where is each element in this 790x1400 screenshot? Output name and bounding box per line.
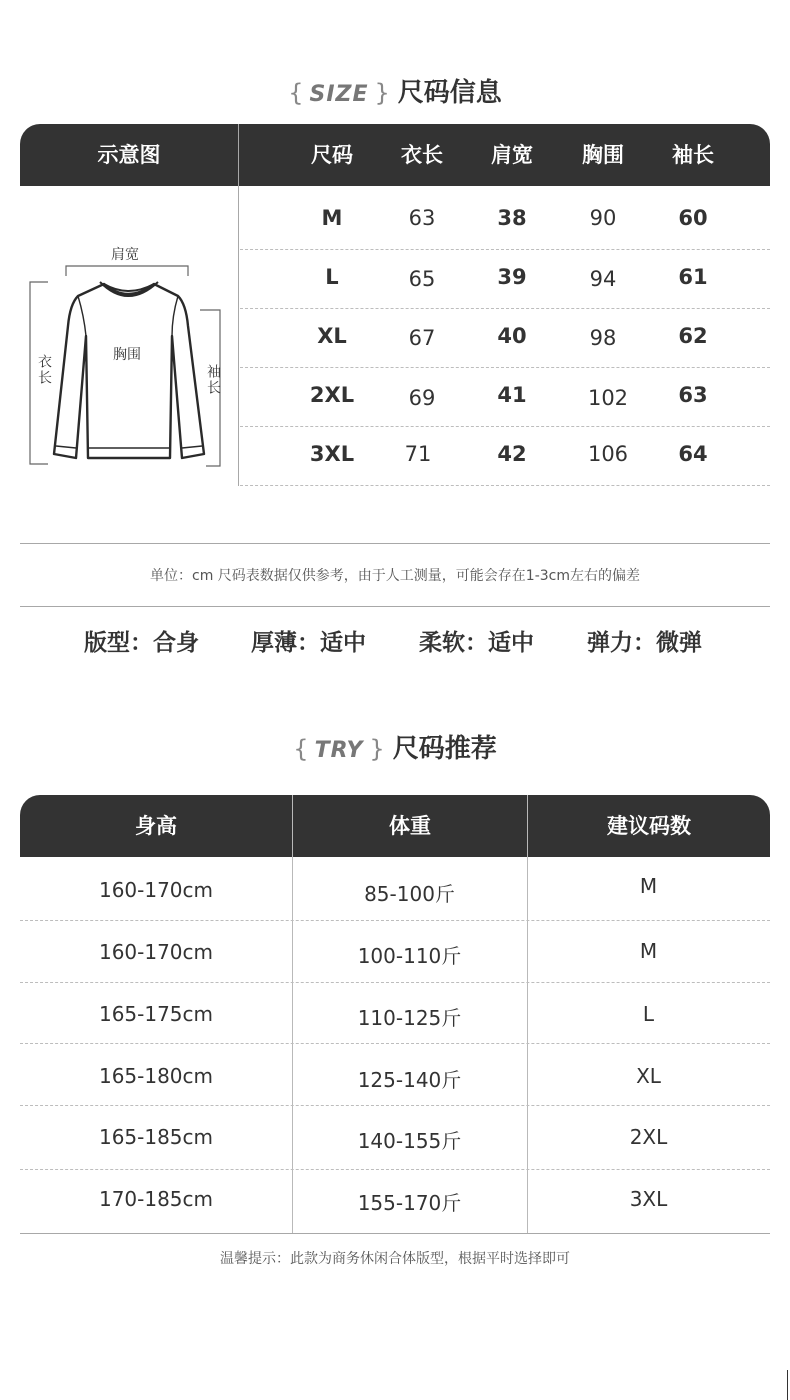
brace-close: } (374, 79, 390, 107)
size-section-title (0, 72, 790, 109)
header-height: 身高 (135, 814, 177, 838)
row-divider (240, 308, 770, 309)
row-divider (240, 249, 770, 250)
diagram-label-shoulder: 肩宽 (111, 247, 139, 263)
try-en-title: TRY (314, 738, 364, 763)
length-cell: 69 (408, 386, 436, 410)
header-diagram: 示意图 (97, 143, 161, 167)
weight-cell: 155-170斤 (357, 1191, 462, 1215)
property-fit: 版型：合身 (84, 630, 199, 656)
fabric-properties (0, 624, 790, 664)
row-divider (240, 426, 770, 427)
weight-cell: 85-100斤 (364, 882, 455, 906)
diagram-label-sleeve: 袖长 (205, 364, 221, 396)
height-cell: 160-170cm (98, 878, 214, 902)
header-length: 衣长 (401, 143, 443, 167)
property-elasticity: 弹力：微弹 (587, 630, 702, 656)
warm-tip: 温馨提示：此款为商务休闲合体版型，根据平时选择即可 (220, 1251, 570, 1267)
size-cell: L (642, 1002, 655, 1026)
sweater-diagram (20, 186, 238, 486)
size-cell: L (325, 265, 339, 289)
size-cell: XL (317, 324, 347, 348)
sleeve-cell: 62 (678, 324, 708, 348)
row-divider (20, 1105, 770, 1106)
length-cell: 67 (408, 326, 436, 350)
note-top-rule (20, 543, 770, 544)
shoulder-cell: 40 (497, 324, 527, 348)
row-divider (20, 1169, 770, 1170)
size-cell: XL (636, 1064, 661, 1088)
diagram-label-chest: 胸围 (113, 347, 141, 363)
size-en-title: SIZE (309, 82, 369, 107)
property-thickness: 厚薄：适中 (251, 630, 366, 656)
chest-cell: 98 (589, 326, 617, 350)
height-cell: 170-185cm (98, 1187, 214, 1211)
length-cell: 65 (408, 267, 436, 291)
property-softness: 柔软：适中 (419, 630, 534, 656)
size-cell: M (321, 206, 343, 230)
weight-cell: 125-140斤 (357, 1068, 462, 1092)
height-cell: 165-180cm (98, 1064, 214, 1088)
weight-cell: 100-110斤 (357, 944, 462, 968)
row-divider (20, 982, 770, 983)
header-size: 尺码 (311, 143, 353, 167)
sleeve-cell: 60 (678, 206, 708, 230)
try-zh-title: 尺码推荐 (392, 734, 497, 764)
weight-cell: 110-125斤 (357, 1006, 462, 1030)
length-cell: 71 (404, 442, 432, 466)
edge-mark (787, 1370, 788, 1400)
size-cell: 3XL (309, 442, 355, 466)
size-cell: 2XL (309, 383, 355, 407)
brace-open: { (288, 79, 304, 107)
weight-cell: 140-155斤 (357, 1129, 462, 1153)
table-bottom-rule (20, 1233, 770, 1234)
note-bottom-rule (20, 606, 770, 607)
row-divider (240, 485, 770, 486)
sleeve-cell: 61 (678, 265, 708, 289)
header-sleeve: 袖长 (672, 143, 714, 167)
shoulder-cell: 38 (497, 206, 527, 230)
chest-cell: 106 (587, 442, 629, 466)
size-cell: M (639, 939, 658, 963)
height-cell: 160-170cm (98, 940, 214, 964)
header-suggested-size: 建议码数 (607, 814, 691, 838)
try-table-header (20, 795, 770, 857)
brace-open: { (293, 735, 309, 763)
header-chest: 胸围 (582, 143, 624, 167)
chest-cell: 90 (589, 206, 617, 230)
size-table-header (20, 124, 770, 186)
sleeve-cell: 63 (678, 383, 708, 407)
try-section-title (0, 728, 790, 765)
brace-close: } (369, 735, 385, 763)
size-zh-title: 尺码信息 (397, 78, 502, 108)
size-cell: M (639, 874, 658, 898)
height-cell: 165-185cm (98, 1125, 214, 1149)
shoulder-cell: 42 (497, 442, 527, 466)
size-cell: 2XL (629, 1125, 668, 1149)
sweater-icon (20, 186, 238, 486)
size-cell: 3XL (629, 1187, 668, 1211)
shoulder-cell: 39 (497, 265, 527, 289)
length-cell: 63 (408, 206, 436, 230)
sleeve-cell: 64 (678, 442, 708, 466)
diagram-divider (238, 124, 239, 486)
chest-cell: 94 (589, 267, 617, 291)
diagram-label-length: 衣长 (36, 354, 52, 386)
row-divider (20, 1043, 770, 1044)
chest-cell: 102 (587, 386, 629, 410)
row-divider (240, 367, 770, 368)
unit-note: 单位：cm 尺码表数据仅供参考，由于人工测量，可能会存在1-3cm左右的偏差 (150, 568, 640, 584)
header-weight: 体重 (389, 814, 431, 838)
row-divider (20, 920, 770, 921)
height-cell: 165-175cm (98, 1002, 214, 1026)
shoulder-cell: 41 (497, 383, 527, 407)
header-shoulder: 肩宽 (491, 143, 533, 167)
